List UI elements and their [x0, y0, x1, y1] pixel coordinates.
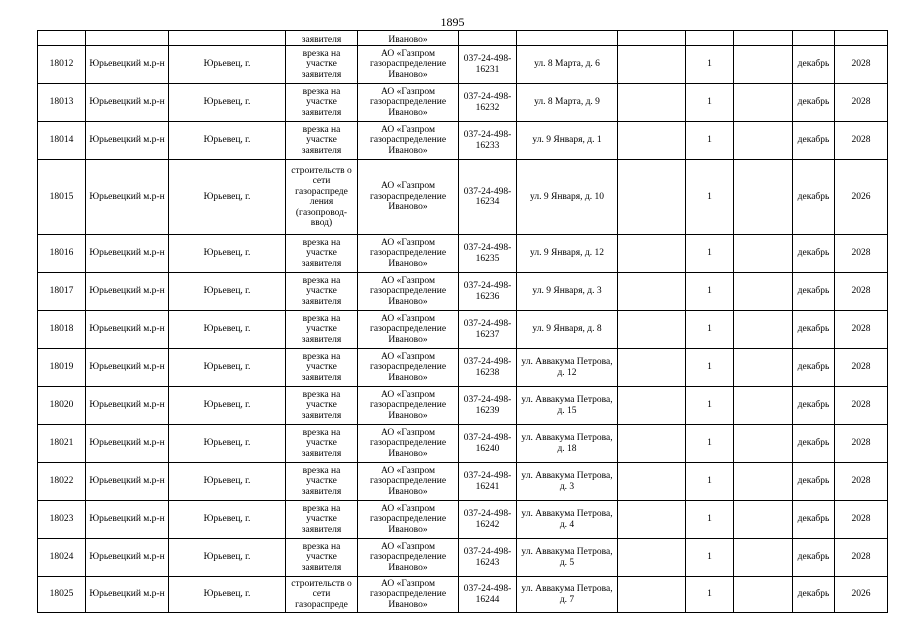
cell-blank: [618, 577, 686, 613]
table-row: [38, 311, 888, 349]
cell-month: декабрь: [793, 387, 835, 425]
cell-number: 18025: [38, 577, 86, 613]
gas-connection-table: [37, 30, 888, 613]
cell-address: ул. Аввакума Петрова, д. 18: [517, 425, 618, 463]
cell-district: Юрьевецкий м.р-н: [86, 425, 169, 463]
cell-organization: АО «Газпром газораспределение Иваново»: [358, 160, 459, 235]
cell-city: Юрьевец, г.: [169, 501, 286, 539]
cell-quantity: 1: [686, 122, 734, 160]
cell-city: Юрьевец, г.: [169, 84, 286, 122]
cell-id: 037-24-498-16240: [459, 425, 517, 463]
cell-organization: АО «Газпром газораспределение Иваново»: [358, 463, 459, 501]
cell-activity: врезка на участке заявителя: [286, 84, 358, 122]
cell-district: Юрьевецкий м.р-н: [86, 122, 169, 160]
cell-district: Юрьевецкий м.р-н: [86, 160, 169, 235]
cell-organization: АО «Газпром газораспределение Иваново»: [358, 235, 459, 273]
cell-blank: [618, 539, 686, 577]
cell-number: 18021: [38, 425, 86, 463]
cell-organization: АО «Газпром газораспределение Иваново»: [358, 387, 459, 425]
cell-id: 037-24-498-16242: [459, 501, 517, 539]
cell-year: 2026: [835, 160, 888, 235]
cell-quantity: 1: [686, 235, 734, 273]
cell-number: 18017: [38, 273, 86, 311]
cell-district: Юрьевецкий м.р-н: [86, 501, 169, 539]
cell-number: 18023: [38, 501, 86, 539]
cell-month: декабрь: [793, 311, 835, 349]
cell-id: 037-24-498-16243: [459, 539, 517, 577]
cell-address: ул. Аввакума Петрова, д. 7: [517, 577, 618, 613]
cell-activity: врезка на участке заявителя: [286, 425, 358, 463]
cell-organization: АО «Газпром газораспределение Иваново»: [358, 46, 459, 84]
cell-id: 037-24-498-16233: [459, 122, 517, 160]
cell-district: Юрьевецкий м.р-н: [86, 273, 169, 311]
cell-address: ул. 9 Января, д. 8: [517, 311, 618, 349]
cell-city: Юрьевец, г.: [169, 539, 286, 577]
cell-address: ул. 8 Марта, д. 6: [517, 46, 618, 84]
cell-address: ул. Аввакума Петрова, д. 5: [517, 539, 618, 577]
cell-district: Юрьевецкий м.р-н: [86, 311, 169, 349]
cell-blank: [734, 349, 793, 387]
cell-year: 2026: [835, 577, 888, 613]
cell-quantity: 1: [686, 273, 734, 311]
cell-activity: врезка на участке заявителя: [286, 235, 358, 273]
cell-id: 037-24-498-16232: [459, 84, 517, 122]
cell-activity-continued: заявителя: [301, 34, 342, 45]
cell-city: Юрьевец, г.: [169, 577, 286, 613]
cell-blank: [618, 84, 686, 122]
cell-district: Юрьевецкий м.р-н: [86, 463, 169, 501]
cell-district: Юрьевецкий м.р-н: [86, 387, 169, 425]
cell-blank: [734, 501, 793, 539]
cell-quantity: 1: [686, 387, 734, 425]
cell-address: ул. 9 Января, д. 3: [517, 273, 618, 311]
cell-organization: АО «Газпром газораспределение Иваново»: [358, 349, 459, 387]
cell-city: Юрьевец, г.: [169, 273, 286, 311]
table-row: [38, 501, 888, 539]
cell-activity: строительств о сети газораспреде: [286, 577, 358, 613]
cell-month: декабрь: [793, 349, 835, 387]
cell-blank: [734, 577, 793, 613]
cell-year: 2028: [835, 235, 888, 273]
cell-city: Юрьевец, г.: [169, 425, 286, 463]
cell-month: декабрь: [793, 501, 835, 539]
cell-blank: [618, 501, 686, 539]
cell-number: 18012: [38, 46, 86, 84]
cell-district: Юрьевецкий м.р-н: [86, 235, 169, 273]
cell-activity: врезка на участке заявителя: [286, 349, 358, 387]
cell-blank: [734, 273, 793, 311]
cell-city: Юрьевец, г.: [169, 46, 286, 84]
cell-blank: [618, 160, 686, 235]
table-row: [38, 425, 888, 463]
cell-organization: АО «Газпром газораспределение Иваново»: [358, 122, 459, 160]
cell-blank: [618, 122, 686, 160]
cell-id: 037-24-498-16241: [459, 463, 517, 501]
cell-id: 037-24-498-16244: [459, 577, 517, 613]
page-number: 1895: [440, 15, 465, 29]
cell-activity: врезка на участке заявителя: [286, 501, 358, 539]
cell-quantity: 1: [686, 160, 734, 235]
cell-blank: [734, 425, 793, 463]
cell-blank: [734, 84, 793, 122]
cell-year: 2028: [835, 84, 888, 122]
cell-quantity: 1: [686, 463, 734, 501]
cell-quantity: 1: [686, 46, 734, 84]
cell-city: Юрьевец, г.: [169, 122, 286, 160]
cell-number: 18020: [38, 387, 86, 425]
cell-blank: [618, 273, 686, 311]
cell-year: 2028: [835, 273, 888, 311]
cell-organization: АО «Газпром газораспределение Иваново»: [358, 539, 459, 577]
cell-blank: [734, 463, 793, 501]
cell-city: Юрьевец, г.: [169, 387, 286, 425]
cell-month: декабрь: [793, 235, 835, 273]
cell-number: 18024: [38, 539, 86, 577]
cell-month: декабрь: [793, 122, 835, 160]
table-row: [38, 349, 888, 387]
cell-activity: врезка на участке заявителя: [286, 122, 358, 160]
cell-year: 2028: [835, 122, 888, 160]
cell-blank: [734, 160, 793, 235]
cell-id: 037-24-498-16231: [459, 46, 517, 84]
cell-address: ул. 9 Января, д. 12: [517, 235, 618, 273]
cell-year: 2028: [835, 539, 888, 577]
cell-blank: [618, 235, 686, 273]
cell-id: 037-24-498-16238: [459, 349, 517, 387]
cell-month: декабрь: [793, 273, 835, 311]
cell-organization: АО «Газпром газораспределение Иваново»: [358, 577, 459, 613]
cell-activity: врезка на участке заявителя: [286, 463, 358, 501]
cell-year: 2028: [835, 425, 888, 463]
cell-month: декабрь: [793, 160, 835, 235]
cell-year: 2028: [835, 311, 888, 349]
cell-address: ул. Аввакума Петрова, д. 4: [517, 501, 618, 539]
cell-blank: [734, 122, 793, 160]
table-row: [38, 122, 888, 160]
cell-number: 18022: [38, 463, 86, 501]
cell-blank: [618, 46, 686, 84]
table-row: [38, 577, 888, 613]
table-row: [38, 463, 888, 501]
cell-quantity: 1: [686, 349, 734, 387]
cell-blank: [734, 387, 793, 425]
cell-quantity: 1: [686, 311, 734, 349]
cell-address: ул. 8 Марта, д. 9: [517, 84, 618, 122]
table-row: [38, 160, 888, 235]
cell-number: 18014: [38, 122, 86, 160]
cell-blank: [734, 539, 793, 577]
cell-quantity: 1: [686, 501, 734, 539]
cell-month: декабрь: [793, 539, 835, 577]
cell-id: 037-24-498-16234: [459, 160, 517, 235]
cell-activity: врезка на участке заявителя: [286, 46, 358, 84]
cell-year: 2028: [835, 501, 888, 539]
table-row: [38, 539, 888, 577]
cell-city: Юрьевец, г.: [169, 349, 286, 387]
cell-district: Юрьевецкий м.р-н: [86, 349, 169, 387]
cell-organization: АО «Газпром газораспределение Иваново»: [358, 84, 459, 122]
cell-year: 2028: [835, 349, 888, 387]
cell-blank: [734, 46, 793, 84]
cell-id: 037-24-498-16236: [459, 273, 517, 311]
cell-organization: АО «Газпром газораспределение Иваново»: [358, 425, 459, 463]
cell-activity: врезка на участке заявителя: [286, 311, 358, 349]
table-row-continued: [38, 31, 888, 46]
cell-quantity: 1: [686, 425, 734, 463]
cell-number: 18018: [38, 311, 86, 349]
cell-activity: врезка на участке заявителя: [286, 539, 358, 577]
cell-month: декабрь: [793, 425, 835, 463]
cell-id: 037-24-498-16237: [459, 311, 517, 349]
cell-address: ул. Аввакума Петрова, д. 12: [517, 349, 618, 387]
cell-number: 18013: [38, 84, 86, 122]
cell-blank: [618, 387, 686, 425]
cell-city: Юрьевец, г.: [169, 463, 286, 501]
cell-address: ул. 9 Января, д. 1: [517, 122, 618, 160]
table-row: [38, 273, 888, 311]
table-row: [38, 46, 888, 84]
cell-district: Юрьевецкий м.р-н: [86, 46, 169, 84]
cell-address: ул. Аввакума Петрова, д. 15: [517, 387, 618, 425]
cell-district: Юрьевецкий м.р-н: [86, 577, 169, 613]
cell-quantity: 1: [686, 577, 734, 613]
table-row: [38, 235, 888, 273]
cell-blank: [618, 349, 686, 387]
cell-organization: АО «Газпром газораспределение Иваново»: [358, 501, 459, 539]
cell-blank: [734, 235, 793, 273]
cell-city: Юрьевец, г.: [169, 235, 286, 273]
cell-quantity: 1: [686, 84, 734, 122]
cell-number: 18019: [38, 349, 86, 387]
cell-activity: врезка на участке заявителя: [286, 387, 358, 425]
cell-month: декабрь: [793, 463, 835, 501]
cell-year: 2028: [835, 463, 888, 501]
cell-blank: [618, 311, 686, 349]
cell-month: декабрь: [793, 46, 835, 84]
cell-address: ул. 9 Января, д. 10: [517, 160, 618, 235]
table-row: [38, 84, 888, 122]
cell-id: 037-24-498-16235: [459, 235, 517, 273]
cell-blank: [618, 425, 686, 463]
cell-district: Юрьевецкий м.р-н: [86, 539, 169, 577]
cell-quantity: 1: [686, 539, 734, 577]
cell-year: 2028: [835, 387, 888, 425]
cell-year: 2028: [835, 46, 888, 84]
cell-blank: [734, 311, 793, 349]
table-row: [38, 387, 888, 425]
cell-activity: врезка на участке заявителя: [286, 273, 358, 311]
cell-organization: АО «Газпром газораспределение Иваново»: [358, 273, 459, 311]
cell-number: 18016: [38, 235, 86, 273]
cell-city: Юрьевец, г.: [169, 160, 286, 235]
cell-activity: строительств о сети газораспреде ления (газопровод-ввод): [286, 160, 358, 235]
cell-month: декабрь: [793, 577, 835, 613]
cell-blank: [618, 463, 686, 501]
cell-city: Юрьевец, г.: [169, 311, 286, 349]
cell-org-continued: Иваново»: [388, 34, 428, 45]
cell-organization: АО «Газпром газораспределение Иваново»: [358, 311, 459, 349]
cell-number: 18015: [38, 160, 86, 235]
cell-id: 037-24-498-16239: [459, 387, 517, 425]
cell-district: Юрьевецкий м.р-н: [86, 84, 169, 122]
cell-month: декабрь: [793, 84, 835, 122]
cell-address: ул. Аввакума Петрова, д. 3: [517, 463, 618, 501]
